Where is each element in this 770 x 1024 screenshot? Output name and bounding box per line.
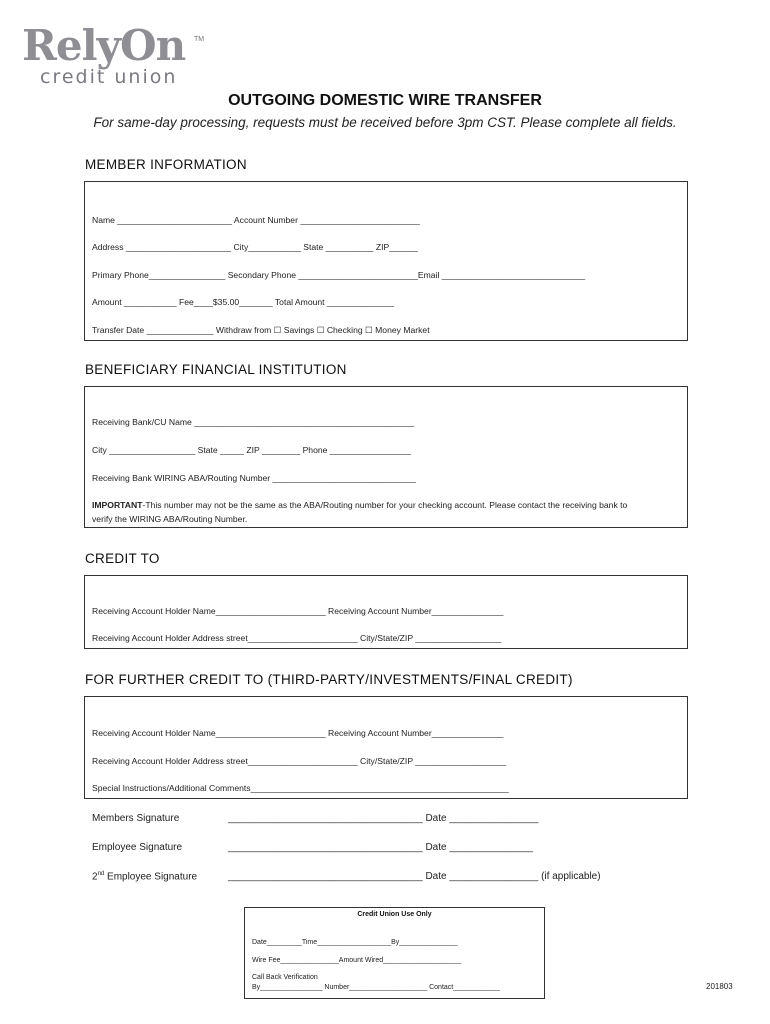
important-label: IMPORTANT [92, 500, 143, 510]
employee-signature-field[interactable]: ___________________________________ Date _______________ [228, 842, 533, 853]
member-name-line[interactable]: Name ________________________ Account Number _________________________ [92, 215, 420, 225]
further-holder-name-line[interactable]: Receiving Account Holder Name_______________________ Receiving Account Number_______________ [92, 728, 504, 738]
further-credit-box [84, 696, 688, 799]
member-phone-line[interactable]: Primary Phone________________ Secondary Phone _________________________Email ______________________________ [92, 270, 586, 280]
relyon-logo [22, 22, 212, 92]
form-number: 201803 [706, 982, 733, 991]
credit-holder-name-line[interactable]: Receiving Account Holder Name_______________________ Receiving Account Number_______________ [92, 606, 504, 616]
logo-subtitle: credit union [40, 66, 178, 88]
further-credit-heading: FOR FURTHER CREDIT TO (THIRD-PARTY/INVESTMENTS/FINAL CREDIT) [85, 672, 573, 687]
second-employee-signature-label: Employee Signature [104, 871, 198, 883]
member-amount-line[interactable]: Amount ___________ Fee____$35.00_______ Total Amount ______________ [92, 297, 394, 307]
form-title: OUTGOING DOMESTIC WIRE TRANSFER [228, 92, 542, 109]
important-note-cont: verify the WIRING ABA/Routing Number. [92, 514, 248, 524]
members-signature-field[interactable]: ___________________________________ Date ________________ [228, 813, 539, 824]
members-signature-row [92, 813, 179, 824]
credit-union-use-box [244, 907, 545, 999]
member-transfer-line[interactable]: Transfer Date ______________ Withdraw from ☐ Savings ☐ Checking ☐ Money Market [92, 325, 430, 335]
member-info-heading: MEMBER INFORMATION [85, 157, 247, 172]
employee-signature-row [92, 842, 182, 853]
further-holder-address-line[interactable]: Receiving Account Holder Address street_______________________ City/State/ZIP ___________________ [92, 756, 507, 766]
credit-to-heading: CREDIT TO [85, 551, 160, 566]
member-address-line[interactable]: Address ______________________ City___________ State __________ ZIP______ [92, 242, 418, 252]
members-signature-label: Members Signature [92, 813, 180, 824]
employee-signature-date[interactable]: Date _______________ [425, 842, 533, 853]
aba-routing-line[interactable]: Receiving Bank WIRING ABA/Routing Number ______________________________ [92, 473, 416, 483]
cu-callback-label: Call Back Verification [252, 974, 318, 981]
beneficiary-box [84, 386, 688, 528]
important-note [92, 500, 627, 510]
special-instructions-line[interactable]: Special Instructions/Additional Comments______________________________________________________ [92, 783, 509, 793]
form-subtitle: For same-day processing, requests must be received before 3pm CST. Please complete all fields. [93, 115, 677, 130]
members-signature-date[interactable]: Date ________________ [425, 813, 539, 824]
credit-holder-address-line[interactable]: Receiving Account Holder Address street_______________________ City/State/ZIP __________________ [92, 633, 502, 643]
important-text: -This number may not be the same as the ABA/Routing number for your checking account. Please contact the receiving bank to [142, 500, 628, 510]
second-employee-signature-field[interactable]: ___________________________________ Date ________________ (if applicable) [228, 871, 601, 882]
beneficiary-heading: BENEFICIARY FINANCIAL INSTITUTION [85, 362, 347, 377]
credit-to-box [84, 575, 688, 649]
second-employee-signature-date[interactable]: Date ________________ (if applicable) [425, 871, 601, 882]
cu-date-time-line[interactable]: Date_________Time___________________By_______________ [252, 939, 458, 946]
logo-brand: RelyOn [22, 21, 186, 70]
receiving-bank-line[interactable]: Receiving Bank/CU Name ______________________________________________ [92, 417, 415, 427]
logo-tm: TM [194, 36, 205, 43]
cu-use-title: Credit Union Use Only [357, 911, 432, 918]
cu-wire-fee-line[interactable]: Wire Fee_______________Amount Wired____________________ [252, 957, 461, 964]
member-info-box [84, 181, 688, 341]
employee-signature-label: Employee Signature [92, 842, 183, 853]
bank-city-line[interactable]: City __________________ State _____ ZIP ________ Phone _________________ [92, 445, 412, 455]
second-employee-signature-row: 2nd Employee Signature [92, 871, 198, 883]
cu-callback-line[interactable]: By________________ Number____________________ Contact____________ [252, 984, 500, 991]
